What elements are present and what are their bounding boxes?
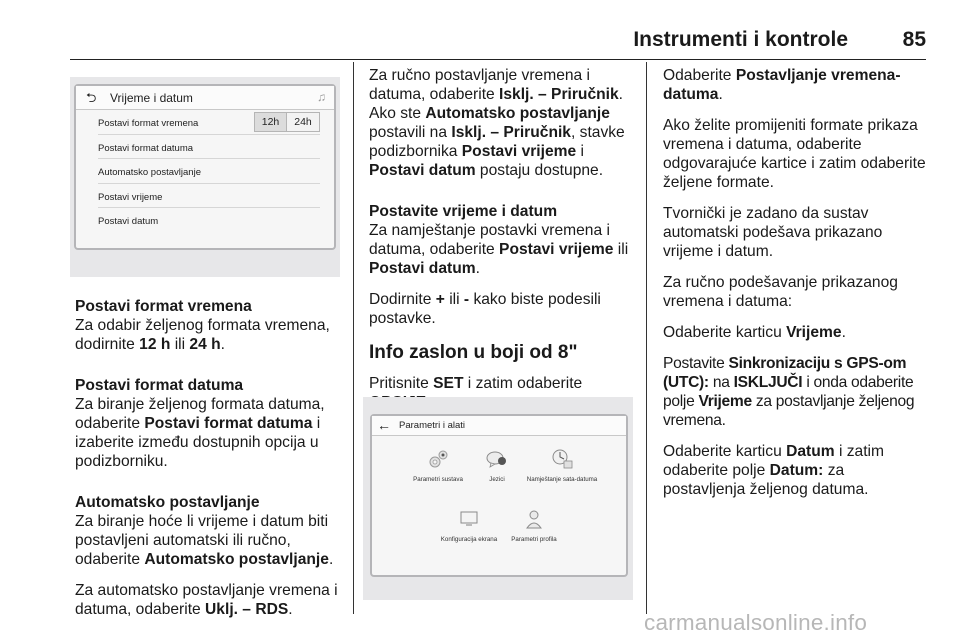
time-date-screen [74, 84, 336, 250]
menu-item-label: Postavi vrijeme [98, 191, 163, 203]
music-note-icon[interactable]: ♫ [317, 90, 326, 104]
tile-system-parameters[interactable] [408, 448, 468, 483]
paragraph: Za biranje željenog formata datuma, odaberite Postavi format datuma i izaberite između dostupnih opcija u podizborniku. [75, 396, 325, 470]
menu-item-label: Postavi format datuma [98, 142, 194, 154]
section-heading: Postavi format vremena [75, 298, 252, 315]
paragraph: Za ručno podešavanje prikazanog vremena i datuma: [663, 274, 898, 310]
section-title: Info zaslon u boji od 8" [369, 342, 578, 363]
tile-screen-config[interactable] [434, 508, 504, 543]
menu-item-date-format[interactable] [98, 135, 320, 160]
column-2 [369, 66, 637, 424]
menu-item-label: Automatsko postavljanje [98, 167, 201, 178]
paragraph: Pritisnite SET i zatim odaberite [369, 375, 583, 392]
menu-item-label: Postavi format vremena [98, 118, 199, 129]
menu-item-label: Postavi datum [98, 216, 159, 227]
paragraph: Odaberite karticu Datum i zatim odaberite polje Datum: za postavljenja željenog datuma. [663, 443, 884, 498]
menu-item-auto-set[interactable] [98, 159, 320, 184]
gears-icon [426, 448, 450, 470]
tile-label: Namještanje sata-datuma [526, 476, 598, 483]
tile-label: Parametri profila [511, 536, 557, 543]
profile-icon [522, 508, 546, 530]
speech-bubble-icon [485, 448, 509, 470]
header-title: Instrumenti i kontrole [633, 28, 848, 51]
time-format-toggle[interactable] [254, 112, 320, 132]
paragraph: Postavite Sinkronizaciju s GPS-om (UTC): na ISKLJUČI i onda odaberite polje Vrijeme za postavljanje željenog vremena. [663, 355, 915, 429]
screenshot-time-date [70, 77, 340, 277]
paragraph: Za odabir željenog formata vremena, dodirnite 12 h ili 24 h. [75, 317, 330, 353]
screenshot-parameters [363, 397, 633, 600]
back-arrow-icon[interactable]: ← [377, 417, 391, 433]
tile-profile-parameters[interactable] [504, 508, 564, 543]
page-number: 85 [902, 28, 926, 51]
parameters-screen [370, 414, 628, 577]
paragraph: Ako želite promijeniti formate prikaza vremena i datuma, odaberite odgovarajuće kartice i zatim odaberite željene formate. [663, 117, 926, 191]
menu-item-time-format[interactable] [98, 110, 320, 135]
tile-label: Konfiguracija ekrana [440, 536, 498, 543]
section-heading: Postavi format datuma [75, 377, 244, 394]
menu-item-set-date[interactable] [98, 208, 320, 233]
column-divider-1 [353, 62, 354, 614]
tile-languages[interactable] [472, 448, 522, 483]
column-3 [663, 66, 929, 511]
watermark: carmanualsonline.info [644, 610, 868, 635]
screen-topbar [76, 86, 334, 110]
tile-label: Jezici [489, 476, 505, 483]
screen-title: Vrijeme i datum [110, 91, 193, 105]
paragraph: Odaberite karticu Vrijeme. [663, 324, 846, 341]
page-header [70, 22, 926, 58]
column-divider-2 [646, 62, 647, 614]
back-icon[interactable]: ⮌ [86, 90, 97, 105]
header-rule [70, 59, 926, 60]
paragraph: Za namještanje postavki vremena i datuma, odaberite Postavi vrijeme ili Postavi datum. [369, 222, 629, 277]
tile-clock-date[interactable] [522, 448, 602, 483]
section-heading: Postavite vrijeme i datum [369, 203, 558, 220]
section-heading: Automatsko postavljanje [75, 494, 260, 511]
screen-title: Parametri i alati [399, 420, 465, 431]
column-1 [75, 297, 345, 631]
tile-label: Parametri sustava [413, 476, 463, 483]
paragraph: Odaberite Postavljanje vremena-datuma. [663, 67, 901, 103]
format-24h-button[interactable]: 24h [287, 113, 319, 131]
paragraph: Tvornički je zadano da sustav automatski podešava prikazano vrijeme i datum. [663, 205, 883, 260]
monitor-icon [457, 508, 481, 530]
paragraph: Za automatsko postavljanje vremena i datuma, odaberite Uklj. – RDS. [75, 582, 338, 618]
format-12h-button[interactable]: 12h [255, 113, 287, 131]
clock-calendar-icon [550, 448, 574, 470]
paragraph: Za ručno postavljanje vremena i datuma, odaberite Isklj. – Priručnik. Ako ste Automatsko postavljanje postavili na Isklj. – Priručnik, stavke podizbornika Postavi vrijeme i Postavi datum postaju dostupne. [369, 67, 625, 179]
paragraph: Za biranje hoće li vrijeme i datum biti postavljeni automatski ili ručno, odaberite Automatsko postavljanje. [75, 513, 334, 568]
screen-topbar [372, 416, 626, 436]
menu-item-set-time[interactable] [98, 184, 320, 209]
paragraph: Dodirnite + ili - kako biste podesili postavke. [369, 291, 601, 327]
